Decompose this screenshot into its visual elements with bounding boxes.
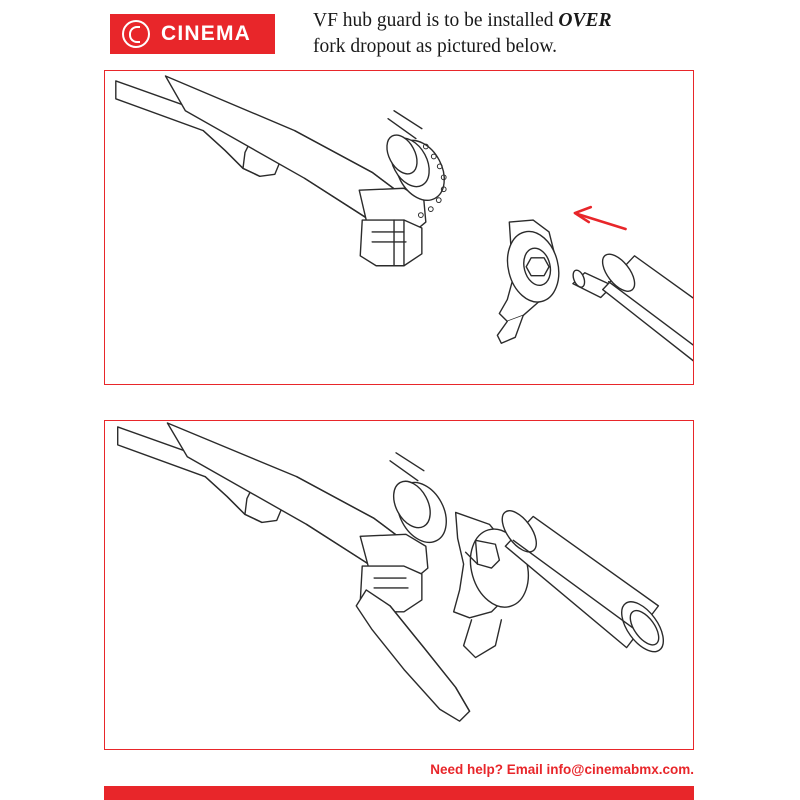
figure-2-illustration: [105, 421, 693, 749]
help-contact-text: Need help? Email info@cinemabmx.com.: [430, 762, 694, 777]
install-direction-arrow: [575, 207, 626, 229]
headline-emphasis: OVER: [558, 10, 612, 31]
document-header: [0, 0, 800, 70]
logo-wordmark: CINEMA: [161, 22, 252, 45]
headline-text-part1: VF hub guard is to be installed: [313, 10, 559, 31]
cinema-c-icon: [122, 20, 150, 48]
figure-2-panel: [104, 420, 694, 750]
page-title: [313, 8, 713, 60]
figure-1-illustration: [105, 71, 693, 384]
headline-text-part2: fork dropout as pictured below.: [313, 36, 558, 57]
footer-accent-bar: [104, 786, 694, 800]
figure-1-panel: [104, 70, 694, 385]
cinema-logo: [110, 14, 275, 54]
